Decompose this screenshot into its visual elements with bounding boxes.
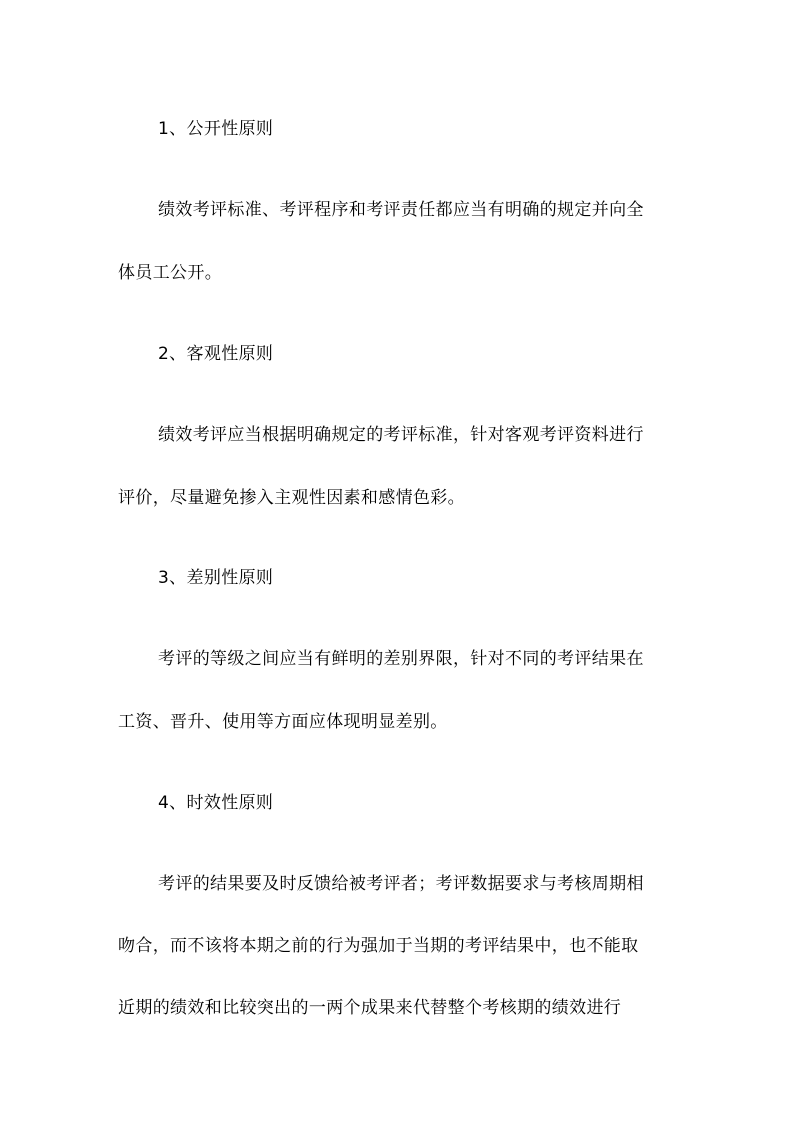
paragraph-line: 近期的绩效和比较突出的一两个成果来代替整个考核期的绩效进行: [118, 998, 622, 1018]
paragraph-line: 考评的结果要及时反馈给被考评者；考评数据要求与考核周期相: [158, 874, 644, 894]
section-heading-3: 3、差别性原则: [158, 568, 274, 588]
section-heading-1: 1、公开性原则: [158, 119, 274, 139]
paragraph-line: 工资、晋升、使用等方面应体现明显差别。: [118, 712, 448, 732]
paragraph-line: 考评的等级之间应当有鲜明的差别界限，针对不同的考评结果在: [158, 649, 644, 669]
paragraph-line: 体员工公开。: [118, 263, 223, 283]
paragraph-line: 吻合，而不该将本期之前的行为强加于当期的考评结果中，也不能取: [118, 936, 639, 956]
paragraph-line: 绩效考评应当根据明确规定的考评标准，针对客观考评资料进行: [158, 425, 644, 445]
section-heading-4: 4、时效性原则: [158, 793, 274, 813]
section-heading-2: 2、客观性原则: [158, 344, 274, 364]
paragraph-line: 绩效考评标准、考评程序和考评责任都应当有明确的规定并向全: [158, 200, 644, 220]
paragraph-line: 评价，尽量避免掺入主观性因素和感情色彩。: [118, 488, 465, 508]
